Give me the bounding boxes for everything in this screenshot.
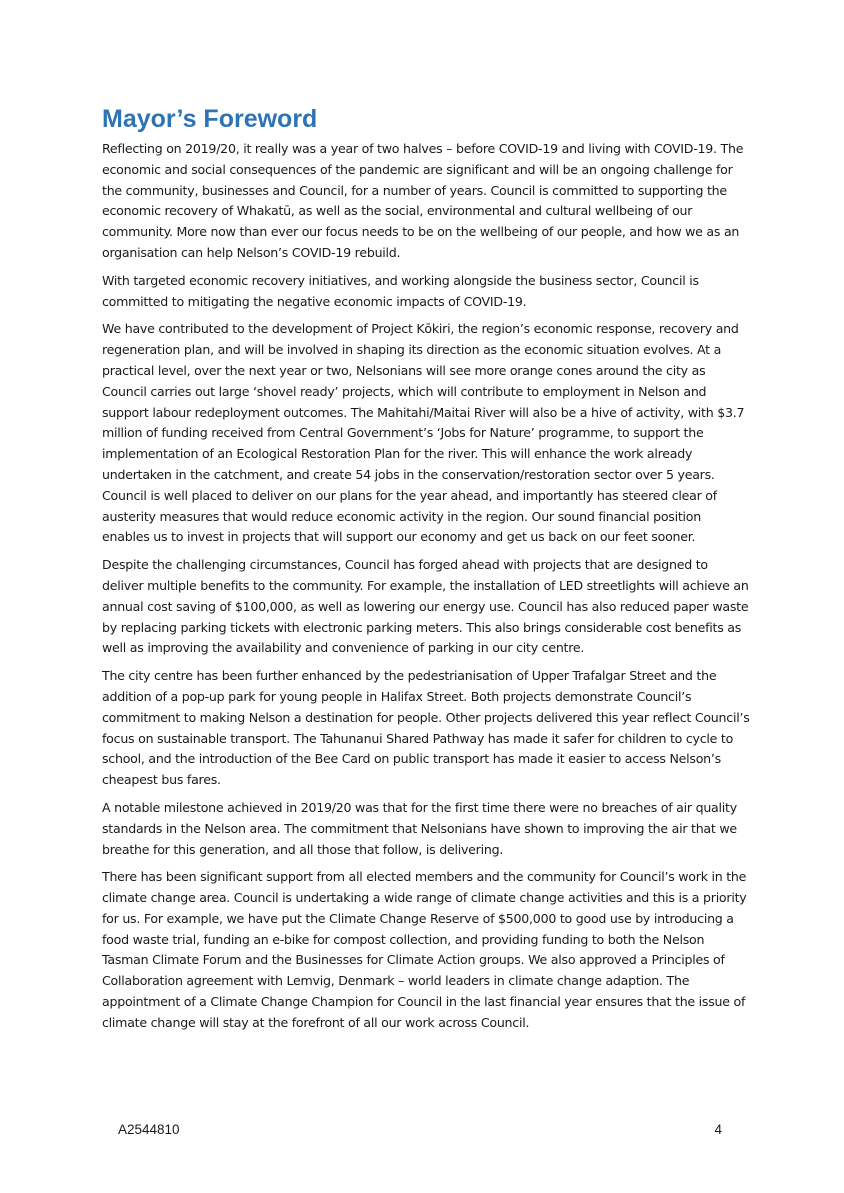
- paragraph: A notable milestone achieved in 2019/20 was that for the first time there were no breaches of air quality standards in the Nelson area. The commitment that Nelsonians have shown to improving the air that we breathe for this generation, and all those that follow, is delivering.: [102, 799, 737, 857]
- footer-page-number: 4: [714, 1122, 722, 1137]
- footer-document-reference: A2544810: [118, 1122, 180, 1137]
- paragraph: We have contributed to the development of Project Kōkiri, the region’s economic response, recovery and regeneration plan, and will be involved in shaping its direction as the economic situation evolves. At a practical level, over the next year or two, Nelsonians will see more orange cones around the city as Council carries out large ‘shovel ready’ projects, which will contribute to employment in Nelson and support labour redeployment outcomes. The Mahitahi/Maitai River will also be a hive of activity, with $3.7 million of funding received from Central Government’s ‘Jobs for Nature’ programme, to support the implementation of an Ecological Restoration Plan for the river. This will enhance the work already undertaken in the catchment, and create 54 jobs in the conservation/restoration sector over 5 years. Council is well placed to deliver on our plans for the year ahead, and importantly has steered clear of austerity measures that would reduce economic activity in the region. Our sound financial position enables us to invest in projects that will support our economy and get us back on our feet sooner.: [102, 321, 745, 545]
- paragraph: The city centre has been further enhanced by the pedestrianisation of Upper Trafalgar Street and the addition of a pop-up park for young people in Halifax Street. Both projects demonstrate Council’s commitment to making Nelson a destination for people. Other projects delivered this year reflect Council’s focus on sustainable transport. The Tahunanui Shared Pathway has made it safer for children to cycle to school, and the introduction of the Bee Card on public transport has made it easier to access Nelson’s cheapest bus fares.: [102, 668, 750, 788]
- body-text: [102, 139, 750, 1041]
- page-title: Mayor’s Foreword: [102, 105, 318, 133]
- paragraph: With targeted economic recovery initiatives, and working alongside the business sector, Council is committed to mitigating the negative economic impacts of COVID-19.: [102, 272, 699, 309]
- paragraph: There has been significant support from all elected members and the community for Council’s work in the climate change area. Council is undertaking a wide range of climate change activities and this is a priority for us. For example, we have put the Climate Change Reserve of $500,000 to good use by introducing a food waste trial, funding an e-bike for compost collection, and providing funding to both the Nelson Tasman Climate Forum and the Businesses for Climate Action groups. We also approved a Principles of Collaboration agreement with Lemvig, Denmark – world leaders in climate change adaption. The appointment of a Climate Change Champion for Council in the last financial year ensures that the issue of climate change will stay at the forefront of all our work across Council.: [102, 869, 747, 1030]
- paragraph: Reflecting on 2019/20, it really was a year of two halves – before COVID-19 and living with COVID-19. The economic and social consequences of the pandemic are significant and will be an ongoing challenge for the community, businesses and Council, for a number of years. Council is committed to supporting the economic recovery of Whakatū, as well as the social, environmental and cultural wellbeing of our community. More now than ever our focus needs to be on the wellbeing of our people, and how we as an organisation can help Nelson’s COVID-19 rebuild.: [102, 141, 744, 260]
- paragraph: Despite the challenging circumstances, Council has forged ahead with projects that are designed to deliver multiple benefits to the community. For example, the installation of LED streetlights will achieve an annual cost saving of $100,000, as well as lowering our energy use. Council has also reduced paper waste by replacing parking tickets with electronic parking meters. This also brings considerable cost benefits as well as improving the availability and convenience of parking in our city centre.: [102, 557, 749, 656]
